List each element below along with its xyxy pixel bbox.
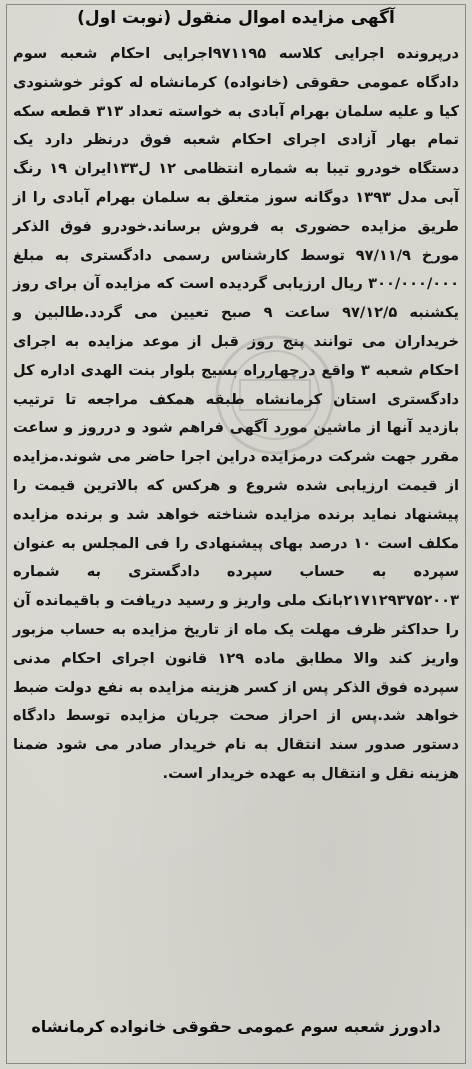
notice-body: درپرونده اجرایی کلاسه ۹۷۱۱۹۵اجرایی احکام شعبه سوم دادگاه عمومی حقوقی (خانواده) کرمانشاه له کوثر خوشنودی کیا و علیه سلمان بهرام آبادی به خواسته تعداد ۳۱۳ قطعه سکه تمام بهار آزادی اجرای احکام شعبه فوق درنظر دارد یک دستگاه خودرو تیبا به شماره انتظامی ۱۲ ل۱۳۳ایران ۱۹ رنگ آبی مدل ۱۳۹۳ دوگانه سوز متعلق به سلمان بهرام آبادی را از طریق مزایده حضوری به فروش برساند.خودرو فوق الذکر مورخ ۹۷/۱۱/۹ توسط کارشناس رسمی دادگستری به مبلغ ۳۰۰/۰۰۰/۰۰۰ ریال ارزیابی گردیده است که مزایده آن برای روز یکشنبه ۹۷/۱۲/۵ ساعت ۹ صبح تعیین می گردد.طالبین و خریداران می توانند پنج روز قبل از موعد مزایده به اجرای احکام شعبه ۳ واقع درچهارراه بسیج بلوار بنت الهدی اداره کل دادگستری استان کرمانشاه طبقه همکف مراجعه تا ترتیب بازدید آنها از ماشین مورد آگهی فراهم شود و درروز و ساعت مقرر جهت شرکت درمزایده دراین اجرا حاضر می شوند.مزایده از قیمت ارزیابی شده شروع و هرکس که بالاترین قیمت را پیشنهاد نماید برنده مزایده شناخته خواهد شد و برنده مزایده مکلف است ۱۰ درصد بهای پیشنهادی را فی المجلس به عنوان سپرده به حساب سپرده دادگستری به شماره ۲۱۷۱۲۹۳۷۵۲۰۰۳بانک ملی واریز و رسید دریافت و باقیمانده آن را حداکثر ظرف مهلت یک ماه از تاریخ مزایده به حساب مزبور واریز کند والا مطابق ماده ۱۲۹ قانون اجرای احکام مدنی سپرده فوق الذکر پس از کسر هزینه مزایده به نفع دولت ضبط خواهد شد.پس از احراز صحت جریان مزایده توسط دادگاه دستور صدور سند انتقال به نام خریدار صادر می شود ضمنا هزینه نقل و انتقال به عهده خریدار است.: [13, 45, 460, 782]
notice-title: آگهی مزایده اموال منقول (نوبت اول): [77, 8, 395, 28]
notice-signature: دادورز شعبه سوم عمومی حقوقی خانواده کرمانشاه: [31, 1017, 441, 1036]
